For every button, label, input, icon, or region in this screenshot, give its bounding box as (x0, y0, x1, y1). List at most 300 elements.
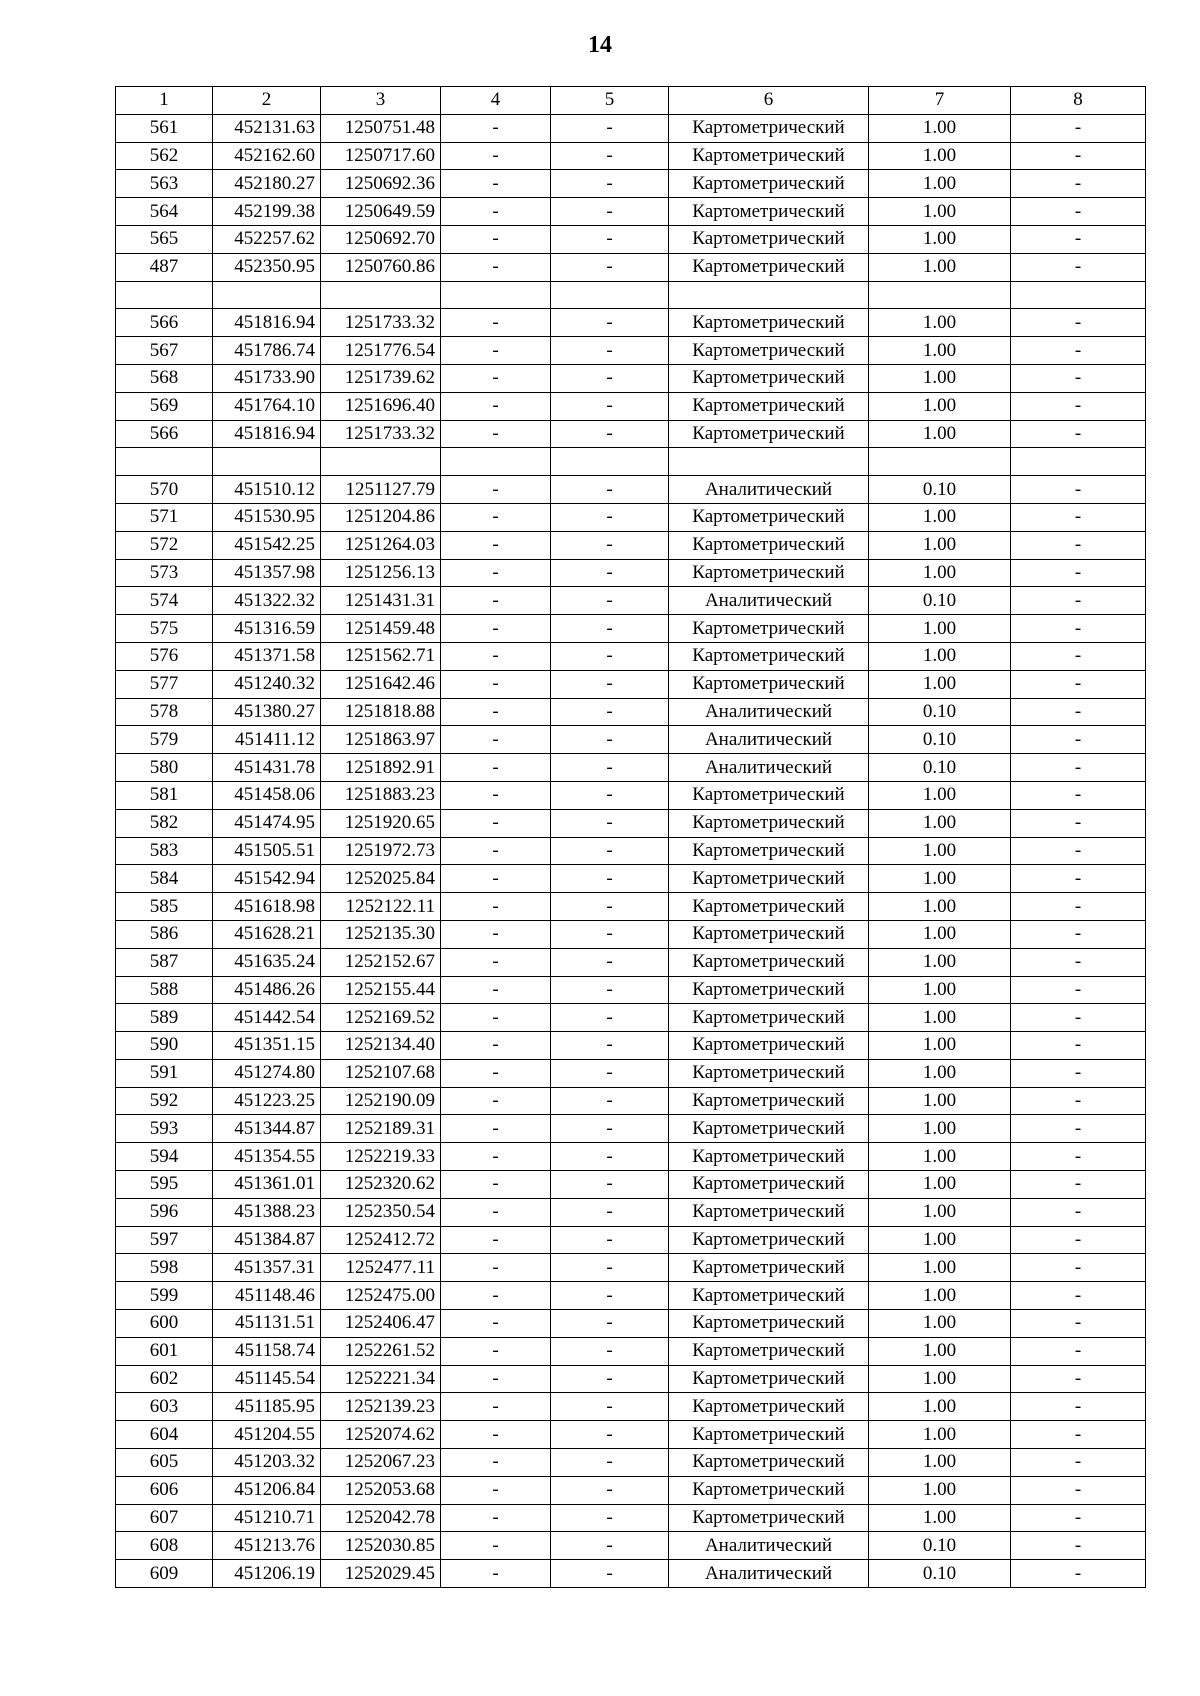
method-cell: Картометрический (669, 809, 869, 837)
column-4-cell: - (441, 1476, 551, 1504)
column-8-cell: - (1011, 615, 1146, 643)
point-number-cell: 582 (116, 809, 213, 837)
x-coordinate-cell: 451442.54 (213, 1004, 321, 1032)
point-number-cell: 587 (116, 948, 213, 976)
point-number-cell: 568 (116, 364, 213, 392)
x-coordinate-cell: 451210.71 (213, 1504, 321, 1532)
column-5-cell: - (551, 1032, 669, 1060)
method-cell: Картометрический (669, 1393, 869, 1421)
table-row (116, 726, 1146, 754)
point-number-cell: 608 (116, 1532, 213, 1560)
table-row (116, 948, 1146, 976)
column-8-cell: - (1011, 503, 1146, 531)
column-8-cell: - (1011, 1393, 1146, 1421)
x-coordinate-cell: 451361.01 (213, 1171, 321, 1199)
accuracy-cell: 1.00 (869, 337, 1011, 365)
accuracy-cell: 1.00 (869, 1087, 1011, 1115)
x-coordinate-cell: 451474.95 (213, 809, 321, 837)
x-coordinate-cell: 451505.51 (213, 837, 321, 865)
table-row (116, 837, 1146, 865)
column-5-cell: - (551, 476, 669, 504)
accuracy-cell: 1.00 (869, 781, 1011, 809)
column-8-cell: - (1011, 198, 1146, 226)
method-cell: Картометрический (669, 837, 869, 865)
point-number-cell: 603 (116, 1393, 213, 1421)
column-4-cell: - (441, 1282, 551, 1310)
column-5-cell: - (551, 1004, 669, 1032)
y-coordinate-cell: 1250751.48 (321, 114, 441, 142)
y-coordinate-cell: 1252155.44 (321, 976, 441, 1004)
column-8-cell: - (1011, 781, 1146, 809)
point-number-cell: 609 (116, 1560, 213, 1588)
accuracy-cell: 1.00 (869, 1282, 1011, 1310)
point-number-cell: 601 (116, 1337, 213, 1365)
column-4-cell: - (441, 253, 551, 281)
column-8-cell: - (1011, 1532, 1146, 1560)
column-5-cell: - (551, 1282, 669, 1310)
accuracy-cell: 0.10 (869, 754, 1011, 782)
x-coordinate-cell: 451203.32 (213, 1449, 321, 1477)
column-5-cell: - (551, 976, 669, 1004)
table-row (116, 1393, 1146, 1421)
accuracy-cell: 0.10 (869, 726, 1011, 754)
method-cell: Картометрический (669, 1198, 869, 1226)
method-cell: Картометрический (669, 503, 869, 531)
table-row (116, 698, 1146, 726)
column-5-cell: - (551, 114, 669, 142)
accuracy-cell: 1.00 (869, 503, 1011, 531)
column-4-cell: - (441, 1171, 551, 1199)
accuracy-cell: 1.00 (869, 309, 1011, 337)
x-coordinate-cell: 451458.06 (213, 781, 321, 809)
column-8-cell: - (1011, 142, 1146, 170)
method-cell: Картометрический (669, 1476, 869, 1504)
y-coordinate-cell: 1251562.71 (321, 642, 441, 670)
column-5-cell: - (551, 1449, 669, 1477)
y-coordinate-cell: 1251818.88 (321, 698, 441, 726)
column-4-cell: - (441, 1393, 551, 1421)
point-number-cell: 605 (116, 1449, 213, 1477)
table-row (116, 1226, 1146, 1254)
column-8-cell: - (1011, 170, 1146, 198)
y-coordinate-cell: 1252029.45 (321, 1560, 441, 1588)
column-5-cell: - (551, 1059, 669, 1087)
x-coordinate-cell: 451206.19 (213, 1560, 321, 1588)
column-5-cell: - (551, 642, 669, 670)
table-row (116, 1171, 1146, 1199)
y-coordinate-cell: 1250760.86 (321, 253, 441, 281)
column-4-cell: - (441, 920, 551, 948)
column-5-cell: - (551, 809, 669, 837)
table-row (116, 1504, 1146, 1532)
column-8-cell: - (1011, 476, 1146, 504)
point-number-cell: 487 (116, 253, 213, 281)
method-cell: Картометрический (669, 920, 869, 948)
x-coordinate-cell: 451411.12 (213, 726, 321, 754)
column-4-cell: - (441, 615, 551, 643)
table-row (116, 754, 1146, 782)
column-4-cell: - (441, 754, 551, 782)
x-coordinate-cell: 451204.55 (213, 1421, 321, 1449)
table-row (116, 142, 1146, 170)
accuracy-cell: 1.00 (869, 1115, 1011, 1143)
table-row (116, 1087, 1146, 1115)
column-4-cell: - (441, 837, 551, 865)
y-coordinate-cell: 1252406.47 (321, 1310, 441, 1338)
x-coordinate-cell: 451635.24 (213, 948, 321, 976)
column-4-cell: - (441, 809, 551, 837)
column-4-cell: - (441, 225, 551, 253)
x-coordinate-cell: 451274.80 (213, 1059, 321, 1087)
y-coordinate-cell: 1251204.86 (321, 503, 441, 531)
x-coordinate-cell: 451542.94 (213, 865, 321, 893)
y-coordinate-cell: 1250692.36 (321, 170, 441, 198)
table-row (116, 114, 1146, 142)
x-coordinate-cell: 451145.54 (213, 1365, 321, 1393)
column-5-cell: - (551, 754, 669, 782)
column-5-cell: - (551, 1476, 669, 1504)
accuracy-cell: 1.00 (869, 114, 1011, 142)
column-5-cell: - (551, 1087, 669, 1115)
point-number-cell: 573 (116, 559, 213, 587)
column-4-cell: - (441, 364, 551, 392)
point-number-cell: 599 (116, 1282, 213, 1310)
column-4-cell: - (441, 1032, 551, 1060)
method-cell: Картометрический (669, 1004, 869, 1032)
column-8-cell: - (1011, 642, 1146, 670)
column-header: 3 (321, 87, 441, 115)
column-5-cell: - (551, 1365, 669, 1393)
point-number-cell: 604 (116, 1421, 213, 1449)
accuracy-cell: 0.10 (869, 587, 1011, 615)
point-number-cell: 566 (116, 309, 213, 337)
column-5-cell: - (551, 837, 669, 865)
column-8-cell: - (1011, 587, 1146, 615)
column-5-cell (551, 281, 669, 309)
column-5-cell: - (551, 364, 669, 392)
point-number-cell: 595 (116, 1171, 213, 1199)
column-8-cell: - (1011, 253, 1146, 281)
table-row (116, 420, 1146, 448)
table-row (116, 809, 1146, 837)
y-coordinate-cell: 1252122.11 (321, 893, 441, 921)
column-5-cell: - (551, 253, 669, 281)
column-8-cell: - (1011, 837, 1146, 865)
table-row (116, 893, 1146, 921)
accuracy-cell: 1.00 (869, 837, 1011, 865)
accuracy-cell: 1.00 (869, 1143, 1011, 1171)
point-number-cell (116, 448, 213, 476)
y-coordinate-cell: 1252350.54 (321, 1198, 441, 1226)
method-cell: Картометрический (669, 1282, 869, 1310)
table-body (116, 114, 1146, 1587)
column-5-cell: - (551, 503, 669, 531)
column-5-cell: - (551, 142, 669, 170)
column-8-cell: - (1011, 1032, 1146, 1060)
column-4-cell: - (441, 781, 551, 809)
column-8-cell: - (1011, 114, 1146, 142)
column-5-cell: - (551, 781, 669, 809)
accuracy-cell: 1.00 (869, 1254, 1011, 1282)
column-4-cell: - (441, 531, 551, 559)
x-coordinate-cell: 451380.27 (213, 698, 321, 726)
table-row (116, 1254, 1146, 1282)
accuracy-cell: 1.00 (869, 1004, 1011, 1032)
y-coordinate-cell: 1251264.03 (321, 531, 441, 559)
accuracy-cell: 1.00 (869, 1032, 1011, 1060)
accuracy-cell: 1.00 (869, 615, 1011, 643)
column-5-cell: - (551, 920, 669, 948)
x-coordinate-cell: 452350.95 (213, 253, 321, 281)
column-4-cell: - (441, 1365, 551, 1393)
column-8-cell: - (1011, 1143, 1146, 1171)
column-8-cell: - (1011, 225, 1146, 253)
table-row (116, 1115, 1146, 1143)
y-coordinate-cell: 1252135.30 (321, 920, 441, 948)
column-5-cell: - (551, 726, 669, 754)
y-coordinate-cell: 1252261.52 (321, 1337, 441, 1365)
point-number-cell: 607 (116, 1504, 213, 1532)
column-5-cell: - (551, 587, 669, 615)
y-coordinate-cell: 1251892.91 (321, 754, 441, 782)
table-row (116, 1198, 1146, 1226)
y-coordinate-cell: 1252134.40 (321, 1032, 441, 1060)
table-row (116, 670, 1146, 698)
page-number: 14 (588, 32, 612, 58)
point-number-cell: 606 (116, 1476, 213, 1504)
point-number-cell: 590 (116, 1032, 213, 1060)
x-coordinate-cell: 451431.78 (213, 754, 321, 782)
column-4-cell: - (441, 476, 551, 504)
y-coordinate-cell: 1252053.68 (321, 1476, 441, 1504)
column-8-cell: - (1011, 1254, 1146, 1282)
x-coordinate-cell: 452257.62 (213, 225, 321, 253)
x-coordinate-cell: 452180.27 (213, 170, 321, 198)
x-coordinate-cell: 451344.87 (213, 1115, 321, 1143)
x-coordinate-cell: 451213.76 (213, 1532, 321, 1560)
point-number-cell: 572 (116, 531, 213, 559)
point-number-cell: 594 (116, 1143, 213, 1171)
x-coordinate-cell: 452199.38 (213, 198, 321, 226)
column-4-cell: - (441, 1310, 551, 1338)
y-coordinate-cell: 1252475.00 (321, 1282, 441, 1310)
x-coordinate-cell: 451354.55 (213, 1143, 321, 1171)
point-number-cell: 589 (116, 1004, 213, 1032)
column-8-cell: - (1011, 893, 1146, 921)
column-8-cell: - (1011, 1337, 1146, 1365)
accuracy-cell: 1.00 (869, 1337, 1011, 1365)
table-row (116, 865, 1146, 893)
accuracy-cell: 1.00 (869, 253, 1011, 281)
column-8-cell: - (1011, 1004, 1146, 1032)
column-5-cell (551, 448, 669, 476)
accuracy-cell: 1.00 (869, 1171, 1011, 1199)
y-coordinate-cell: 1252074.62 (321, 1421, 441, 1449)
column-4-cell: - (441, 420, 551, 448)
column-header: 6 (669, 87, 869, 115)
column-4-cell: - (441, 698, 551, 726)
x-coordinate-cell: 451185.95 (213, 1393, 321, 1421)
column-8-cell: - (1011, 920, 1146, 948)
y-coordinate-cell: 1251733.32 (321, 309, 441, 337)
point-number-cell: 579 (116, 726, 213, 754)
method-cell: Картометрический (669, 1032, 869, 1060)
accuracy-cell: 0.10 (869, 1560, 1011, 1588)
x-coordinate-cell: 451510.12 (213, 476, 321, 504)
column-4-cell: - (441, 309, 551, 337)
x-coordinate-cell: 451733.90 (213, 364, 321, 392)
column-8-cell: - (1011, 1449, 1146, 1477)
point-number-cell: 565 (116, 225, 213, 253)
method-cell: Аналитический (669, 1560, 869, 1588)
accuracy-cell: 1.00 (869, 1421, 1011, 1449)
x-coordinate-cell: 451384.87 (213, 1226, 321, 1254)
accuracy-cell: 0.10 (869, 698, 1011, 726)
table-row (116, 253, 1146, 281)
method-cell: Картометрический (669, 170, 869, 198)
point-number-cell: 600 (116, 1310, 213, 1338)
column-8-cell: - (1011, 1365, 1146, 1393)
table-row (116, 587, 1146, 615)
method-cell: Аналитический (669, 698, 869, 726)
y-coordinate-cell: 1250692.70 (321, 225, 441, 253)
table-row (116, 920, 1146, 948)
accuracy-cell: 1.00 (869, 1310, 1011, 1338)
table-row (116, 781, 1146, 809)
column-5-cell: - (551, 1143, 669, 1171)
method-cell: Картометрический (669, 1310, 869, 1338)
column-4-cell: - (441, 1421, 551, 1449)
column-8-cell: - (1011, 1560, 1146, 1588)
method-cell: Картометрический (669, 1449, 869, 1477)
column-5-cell: - (551, 948, 669, 976)
table-row (116, 281, 1146, 309)
point-number-cell: 574 (116, 587, 213, 615)
y-coordinate-cell: 1251776.54 (321, 337, 441, 365)
table-row (116, 1004, 1146, 1032)
y-coordinate-cell: 1251863.97 (321, 726, 441, 754)
accuracy-cell: 1.00 (869, 1476, 1011, 1504)
point-number-cell: 563 (116, 170, 213, 198)
column-4-cell: - (441, 1532, 551, 1560)
method-cell: Картометрический (669, 865, 869, 893)
column-8-cell: - (1011, 1421, 1146, 1449)
point-number-cell: 564 (116, 198, 213, 226)
column-4-cell: - (441, 893, 551, 921)
accuracy-cell: 1.00 (869, 225, 1011, 253)
accuracy-cell: 1.00 (869, 531, 1011, 559)
y-coordinate-cell: 1250717.60 (321, 142, 441, 170)
table-row (116, 642, 1146, 670)
column-8-cell: - (1011, 531, 1146, 559)
column-5-cell: - (551, 420, 669, 448)
column-4-cell: - (441, 114, 551, 142)
y-coordinate-cell: 1252477.11 (321, 1254, 441, 1282)
column-4-cell (441, 281, 551, 309)
accuracy-cell: 1.00 (869, 1449, 1011, 1477)
column-8-cell: - (1011, 809, 1146, 837)
column-8-cell: - (1011, 1198, 1146, 1226)
table-row (116, 559, 1146, 587)
point-number-cell: 598 (116, 1254, 213, 1282)
y-coordinate-cell: 1252152.67 (321, 948, 441, 976)
column-5-cell: - (551, 1560, 669, 1588)
method-cell: Картометрический (669, 253, 869, 281)
accuracy-cell: 1.00 (869, 1393, 1011, 1421)
column-8-cell: - (1011, 1171, 1146, 1199)
column-8-cell: - (1011, 1115, 1146, 1143)
column-5-cell: - (551, 531, 669, 559)
column-5-cell: - (551, 225, 669, 253)
column-header: 2 (213, 87, 321, 115)
column-4-cell: - (441, 1337, 551, 1365)
accuracy-cell: 1.00 (869, 142, 1011, 170)
column-8-cell (1011, 448, 1146, 476)
point-number-cell: 575 (116, 615, 213, 643)
column-8-cell: - (1011, 948, 1146, 976)
x-coordinate-cell: 451357.98 (213, 559, 321, 587)
y-coordinate-cell: 1252025.84 (321, 865, 441, 893)
column-4-cell: - (441, 1087, 551, 1115)
y-coordinate-cell: 1252107.68 (321, 1059, 441, 1087)
coordinates-table (115, 86, 1146, 1588)
accuracy-cell: 1.00 (869, 364, 1011, 392)
column-8-cell: - (1011, 976, 1146, 1004)
y-coordinate-cell: 1252067.23 (321, 1449, 441, 1477)
method-cell: Картометрический (669, 1365, 869, 1393)
accuracy-cell: 1.00 (869, 1059, 1011, 1087)
table-row (116, 198, 1146, 226)
column-4-cell: - (441, 1115, 551, 1143)
x-coordinate-cell: 451357.31 (213, 1254, 321, 1282)
x-coordinate-cell: 451618.98 (213, 893, 321, 921)
method-cell: Картометрический (669, 1421, 869, 1449)
accuracy-cell: 1.00 (869, 893, 1011, 921)
column-header: 4 (441, 87, 551, 115)
method-cell: Картометрический (669, 142, 869, 170)
table-row (116, 337, 1146, 365)
y-coordinate-cell: 1251127.79 (321, 476, 441, 504)
column-4-cell: - (441, 198, 551, 226)
accuracy-cell: 1.00 (869, 170, 1011, 198)
x-coordinate-cell: 451206.84 (213, 1476, 321, 1504)
column-8-cell: - (1011, 420, 1146, 448)
column-8-cell: - (1011, 1087, 1146, 1115)
column-header: 5 (551, 87, 669, 115)
point-number-cell: 585 (116, 893, 213, 921)
column-5-cell: - (551, 392, 669, 420)
x-coordinate-cell: 451388.23 (213, 1198, 321, 1226)
method-cell: Картометрический (669, 309, 869, 337)
column-4-cell: - (441, 948, 551, 976)
column-5-cell: - (551, 615, 669, 643)
column-5-cell: - (551, 198, 669, 226)
table-row (116, 476, 1146, 504)
column-4-cell: - (441, 559, 551, 587)
column-header: 8 (1011, 87, 1146, 115)
method-cell: Картометрический (669, 1226, 869, 1254)
accuracy-cell: 1.00 (869, 392, 1011, 420)
point-number-cell: 588 (116, 976, 213, 1004)
column-8-cell: - (1011, 726, 1146, 754)
x-coordinate-cell: 451322.32 (213, 587, 321, 615)
accuracy-cell: 1.00 (869, 1226, 1011, 1254)
column-4-cell: - (441, 865, 551, 893)
column-8-cell: - (1011, 559, 1146, 587)
column-5-cell: - (551, 309, 669, 337)
column-8-cell: - (1011, 392, 1146, 420)
column-4-cell: - (441, 1449, 551, 1477)
